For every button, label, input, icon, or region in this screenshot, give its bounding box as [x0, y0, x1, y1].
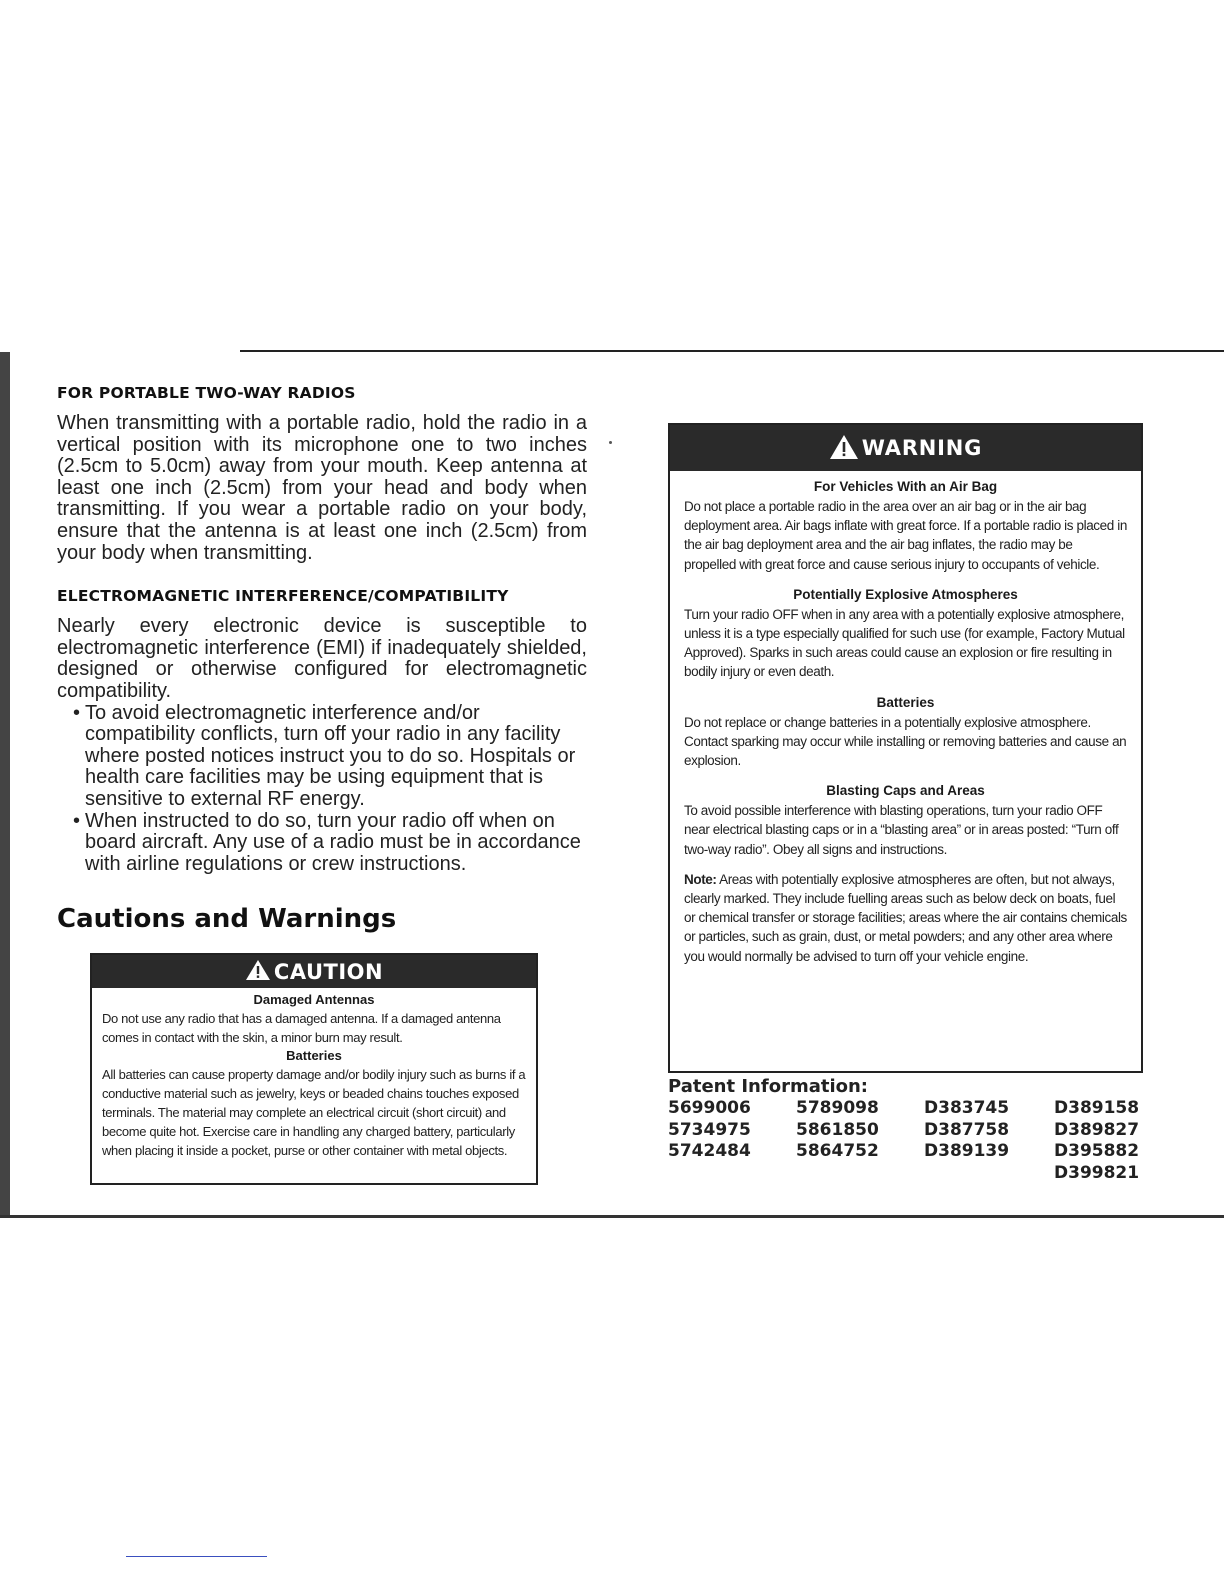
patent-number: D389139	[924, 1141, 1010, 1161]
warning-title-explosive-atmospheres: Potentially Explosive Atmospheres	[793, 586, 1018, 602]
patent-information	[668, 1076, 1138, 1184]
footer-line	[126, 1556, 267, 1557]
caution-banner	[92, 955, 536, 988]
warning-box	[668, 423, 1143, 1073]
caution-title-batteries: Batteries	[286, 1048, 342, 1063]
list-item: • When instructed to do so, turn your radio off when on board aircraft. Any use of a radio must be in accordance with airline regulations or crew instructions.	[73, 809, 581, 875]
section-heading-emi: ELECTROMAGNETIC INTERFERENCE/COMPATIBILITY	[57, 587, 509, 606]
patent-number: D387758	[924, 1119, 1010, 1140]
warning-title-blasting-caps: Blasting Caps and Areas	[826, 783, 985, 799]
patent-number	[668, 1163, 796, 1185]
warning-title-batteries: Batteries	[876, 694, 935, 710]
patent-number: D399821	[1054, 1162, 1140, 1183]
warning-banner-label: WARNING	[861, 436, 983, 460]
emi-paragraph: Nearly every electronic device is susceptible to electromagnetic interference (EMI) if inadequately shielded, designed or otherwise configured for electromagnetic compatibility.	[57, 615, 587, 702]
warning-note	[684, 870, 1127, 966]
warning-text-explosive-atmospheres: Turn your radio OFF when in any area with a potentially explosive atmosphere, unless it is a type especially qualified for such use (for example, Factory Mutual Approved). Sparks in such areas could cause an explosion or fire resulting in bodily injury or even death.	[684, 606, 1125, 680]
caution-text-damaged-antennas: Do not use any radio that has a damaged antenna. If a damaged antenna comes in contact with the skin, a minor burn may result.	[102, 1011, 501, 1045]
caution-text-batteries: All batteries can cause property damage and/or bodily injury such as burns if a conductive material such as jewelry, keys or beaded chains touches exposed terminals. The material may complete an electrical circuit (short circuit) and become quite hot. Exercise care in handling any charged battery, particularly when placing it inside a pocket, purse or other container with metal objects.	[102, 1067, 526, 1158]
patent-number-grid	[668, 1098, 1138, 1184]
patent-number	[796, 1163, 924, 1185]
warning-text-batteries: Do not replace or change batteries in a potentially explosive atmosphere. Contact sparking may occur while installing or removing batteries and cause an explosion.	[684, 714, 1127, 769]
patent-number: D389158	[1054, 1098, 1140, 1118]
warning-title-air-bag: For Vehicles With an Air Bag	[813, 479, 998, 494]
patent-number: 5861850	[796, 1119, 879, 1140]
caution-banner-label: CAUTION	[273, 959, 384, 984]
patent-number: 5742484	[668, 1141, 751, 1161]
patent-number: D383745	[924, 1098, 1010, 1118]
page-edge-shadow	[0, 352, 10, 1217]
patent-number	[924, 1163, 1054, 1185]
warning-triangle-icon	[829, 434, 859, 465]
scan-speck	[609, 441, 612, 444]
warning-triangle-icon	[245, 959, 271, 986]
patent-number: 5864752	[796, 1141, 879, 1161]
portable-radios-paragraph: When transmitting with a portable radio, hold the radio in a vertical position with its microphone one to two inches (2.5cm to 5.0cm) away from your mouth. Keep antenna at least one inch (2.5cm) from your head and body when transmitting. If you wear a portable radio on your body, ensure that the antenna is at least one inch (2.5cm) from your body when transmitting.	[57, 412, 587, 564]
patent-number: 5699006	[668, 1098, 751, 1118]
caution-box	[90, 953, 538, 1185]
patent-number: D395882	[1054, 1141, 1140, 1161]
warning-text-air-bag: Do not place a portable radio in the area over an air bag or in the air bag deployment area. Air bags inflate with great force. If a portable radio is placed in the air bag deployment area and the air bag inflates, the radio may be propelled with great force and cause serious injury to occupants of vehicle.	[684, 499, 1127, 572]
left-page	[57, 383, 587, 936]
bottom-rule	[0, 1215, 1224, 1218]
emi-bullet-list	[57, 703, 587, 876]
patent-title: Patent Information:	[668, 1076, 868, 1097]
note-label: Note:	[684, 871, 717, 887]
list-item: • To avoid electromagnetic interference and/or compatibility conflicts, turn off your radio in any facility where posted notices instruct you to do so. Hospitals or health care facilities may be using equipment that is sensitive to external RF energy.	[73, 701, 576, 810]
warning-banner	[670, 425, 1141, 471]
patent-number: D389827	[1054, 1119, 1140, 1140]
patent-number: 5734975	[668, 1119, 751, 1140]
caution-title-damaged-antennas: Damaged Antennas	[253, 992, 375, 1007]
patent-number: 5789098	[796, 1098, 879, 1118]
section-heading-portable-radios: FOR PORTABLE TWO-WAY RADIOS	[57, 384, 356, 402]
warning-text-blasting-caps: To avoid possible interference with blasting operations, turn your radio OFF near electrical blasting caps or in a “blasting area” or in areas posted: “Turn off two-way radio”. Obey all signs and instructions.	[684, 803, 1119, 857]
cautions-warnings-heading: Cautions and Warnings	[57, 904, 397, 935]
note-text: Areas with potentially explosive atmospheres are often, but not always, clearly marked. They include fuelling areas such as below deck on boats, fuel or chemical transfer or storage facilities; areas where the air contains chemicals or particles, such as grain, dust, or metal powders; and any other area where you would normally be advised to turn off your vehicle engine.	[684, 871, 1127, 964]
top-rule	[240, 350, 1224, 352]
